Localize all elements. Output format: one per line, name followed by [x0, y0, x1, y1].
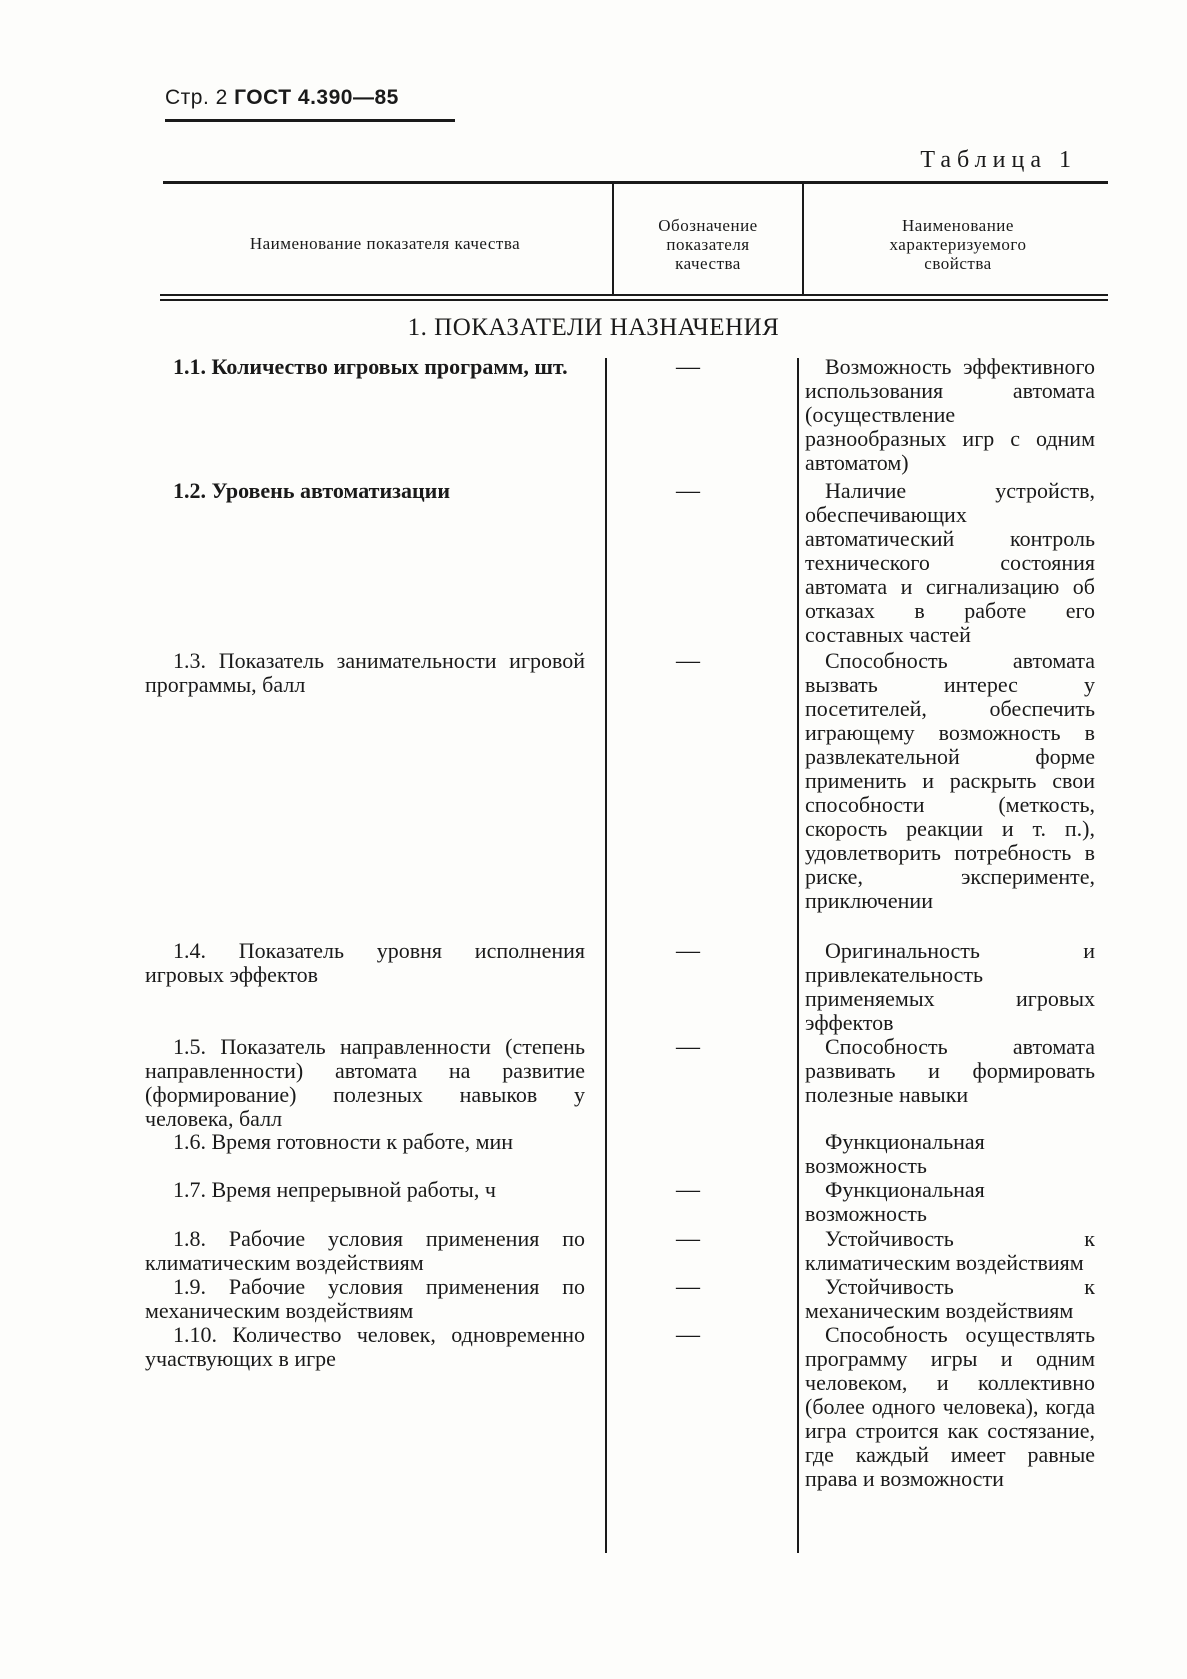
indicator-name: 1.10. Количество человек, одновременно участвующих в игре [145, 1322, 585, 1371]
indicator-name: 1.1. Количество игровых программ, шт. [173, 354, 568, 379]
designation-dash: — [676, 478, 700, 504]
table-top-rule [163, 181, 1108, 184]
designation-dash: — [676, 648, 700, 674]
indicator-name: 1.9. Рабочие условия применения по механическим воздействиям [145, 1274, 585, 1323]
property-text: Оригинальность и привлекательность применяемых игровых эффектов [805, 938, 1095, 1035]
indicator-name: 1.5. Показатель направленности (степень направленности) автомата на развитие (формирование) полезных навыков у человека, балл [145, 1034, 585, 1131]
indicator-name: 1.7. Время непрерывной работы, ч [173, 1177, 496, 1202]
indicator-name: 1.2. Уровень автоматизации [173, 478, 451, 503]
column-divider-2 [797, 358, 799, 1553]
property-text: Функциональная возможность [805, 1129, 985, 1178]
page-number: Стр. 2 [165, 86, 228, 109]
column-header-name: Наименование показателя качества [249, 234, 521, 253]
property-text: Наличие устройств, обеспечивающих автоматический контроль технического состояния автомата и сигнализацию об отказах в работе его составных частей [805, 478, 1095, 647]
property-text: Функциональная возможность [805, 1177, 985, 1226]
column-divider-1 [605, 358, 607, 1553]
column-divider-1-head [612, 184, 614, 294]
designation-dash: — [676, 1274, 700, 1300]
table-label: Таблица 1 [920, 147, 1077, 173]
designation-dash: — [676, 354, 700, 380]
designation-dash: — [676, 938, 700, 964]
header-rule [165, 119, 455, 122]
designation-dash: — [676, 1177, 700, 1203]
property-text: Способность автомата развивать и формировать полезные навыки [805, 1034, 1095, 1107]
column-header-property: Наименование характеризуемого свойства [889, 216, 1027, 273]
designation-dash: — [676, 1322, 700, 1348]
indicator-name: 1.4. Показатель уровня исполнения игровых эффектов [145, 938, 585, 987]
page-header [165, 86, 399, 110]
property-text: Способность автомата вызвать интерес у посетителей, обеспечить играющему возможность в развлекательной форме применить и раскрыть свои способности (меткость, скорость реакции и т. п.), удовлетворить потребность в риске, эксперименте, приключении [805, 648, 1095, 913]
column-header-designation: Обозначение показателя качества [658, 216, 758, 273]
property-text: Возможность эффективного использования автомата (осуществление разнообразных игр с одним автоматом) [805, 354, 1095, 475]
indicator-name: 1.8. Рабочие условия применения по климатическим воздействиям [145, 1226, 585, 1275]
property-text: Устойчивость к механическим воздействиям [805, 1274, 1095, 1323]
indicator-name: 1.6. Время готовности к работе, мин [173, 1129, 514, 1154]
indicator-name: 1.3. Показатель занимательности игровой программы, балл [145, 648, 585, 697]
designation-dash: — [676, 1226, 700, 1252]
column-divider-2-head [802, 184, 804, 294]
property-text: Способность осуществлять программу игры и одним человеком, и коллективно (более одного человека), когда игра строится как состязание, где каждый имеет равные права и возможности [805, 1322, 1095, 1491]
table-head-rule-2 [160, 299, 1108, 301]
section-title: 1. ПОКАЗАТЕЛИ НАЗНАЧЕНИЯ [407, 314, 780, 341]
property-text: Устойчивость к климатическим воздействиям [805, 1226, 1095, 1275]
designation-dash: — [676, 1034, 700, 1060]
standard-code: ГОСТ 4.390—85 [234, 86, 399, 109]
table-head-rule [160, 294, 1108, 296]
